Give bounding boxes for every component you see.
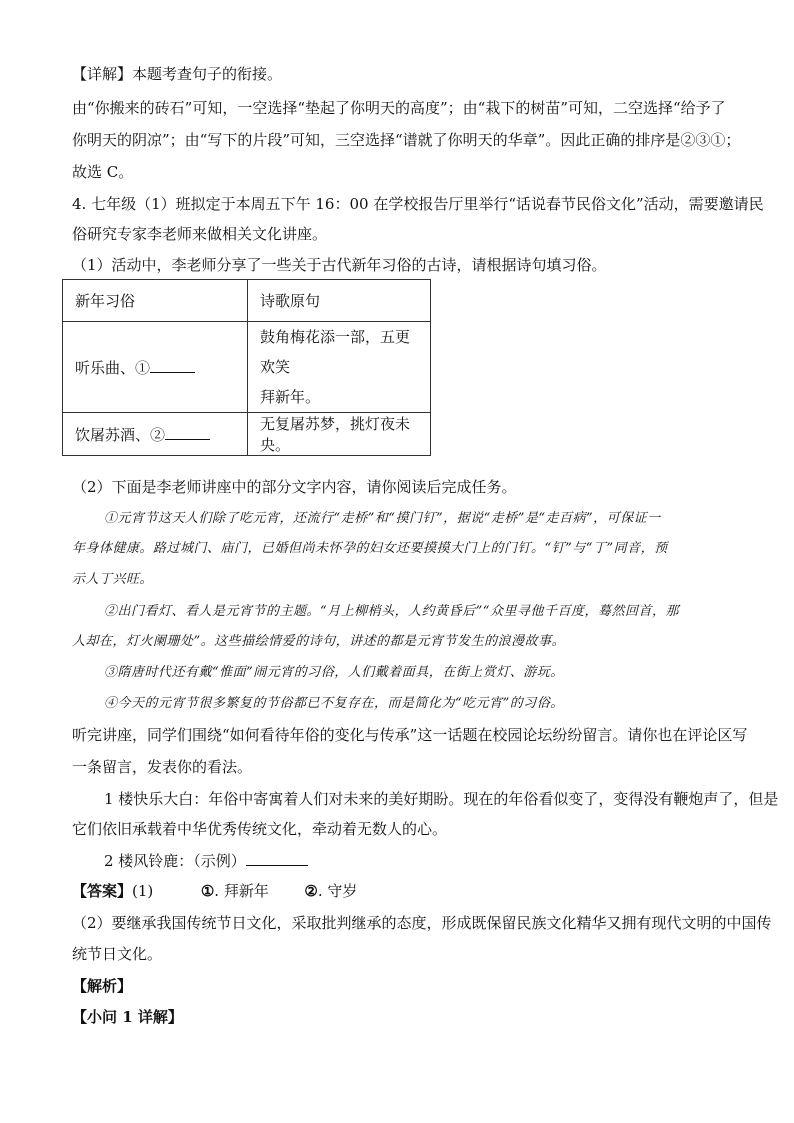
answer-label: 【答案】 (72, 882, 133, 900)
question-4-line-2: 俗研究专家李老师来做相关文化讲座。 (72, 225, 328, 243)
passage-line: ②出门看灯、看人是元宵节的主题。“月上柳梢头，人约黄昏后”“众里寻他千百度，蓦然回首，那 (104, 604, 679, 619)
passage-line: ①元宵节这天人们除了吃元宵，还流行“走桥”和“摸门钉”，据说“走桥”是“走百病”，可保证一 (104, 511, 661, 526)
passage-line: ③隋唐时代还有戴“惟面”闹元宵的习俗，人们戴着面具，在街上赏灯、游玩。 (104, 665, 564, 680)
comment-1-line: 1 楼快乐大白：年俗中寄寓着人们对未来的美好期盼。现在的年俗看似变了，变得没有鞭炮声了，但是 (104, 790, 779, 808)
subquestion-1: （1）活动中，李老师分享了一些关于古代新年习俗的古诗，请根据诗句填习俗。 (72, 256, 607, 274)
poem-line: 鼓角梅花添一部，五更欢笑 (260, 328, 411, 376)
line-4: 故选 C。 (72, 163, 134, 181)
cell-custom (63, 413, 248, 456)
cell-custom (63, 322, 248, 413)
line-2: 由“你搬来的砖石”可知，一空选择“垫起了你明天的高度”；由“栽下的树苗”可知，二空选择“给予了 (72, 99, 726, 117)
comment-2-line (104, 851, 308, 871)
answer-blank (150, 360, 195, 373)
subquestion-label: 【小问 1 详解】 (72, 1008, 183, 1026)
answer-blank (165, 427, 210, 440)
answer-line (72, 881, 357, 901)
header-custom: 新年习俗 (63, 280, 248, 322)
answer-q1: (1) (132, 882, 154, 900)
answer-2: . 守岁 (317, 882, 358, 900)
answer-2-number: ② (304, 882, 318, 900)
cell-poem (248, 322, 431, 413)
passage-line: ④今天的元宵节很多繁复的节俗都已不复存在，而是简化为“吃元宵”的习俗。 (104, 696, 564, 711)
passage-line: 示人丁兴旺。 (72, 572, 154, 587)
passage-line: 人却在，灯火阑珊处”。这些描绘情爱的诗句，讲述的都是元宵节发生的浪漫故事。 (72, 634, 566, 649)
custom-text: 听乐曲、① (75, 358, 151, 377)
task-line: 听完讲座，同学们围绕“如何看待年俗的变化与传承”这一话题在校园论坛纷纷留言。请你也在评论区写 (72, 726, 748, 744)
custom-table (62, 279, 431, 456)
answer-q2-line: （2）要继承我国传统节日文化，采取批判继承的态度，形成既保留民族文化精华又拥有现代文明的中国传 (72, 914, 772, 932)
analysis-label: 【解析】 (72, 977, 133, 995)
poem-line: 无复屠苏梦，挑灯夜未央。 (260, 415, 411, 454)
comment-2-text: 2 楼风铃鹿：（示例） (104, 852, 246, 870)
question-4-line-1: 4. 七年级（1）班拟定于本周五下午 16：00 在学校报告厅里举行“话说春节民俗文化”活动，需要邀请民 (72, 195, 764, 213)
line-1: 【详解】本题考查句子的衔接。 (72, 65, 283, 83)
poem-line: 拜新年。 (260, 388, 321, 406)
custom-text: 饮屠苏酒、② (75, 425, 166, 444)
answer-blank (246, 853, 308, 866)
table-header-row (63, 280, 431, 322)
part-2-intro: （2）下面是李老师讲座中的部分文字内容，请你阅读后完成任务。 (72, 478, 517, 496)
table-row (63, 322, 431, 413)
task-line: 一条留言，发表你的看法。 (72, 758, 253, 776)
table-row (63, 413, 431, 456)
answer-q2-line: 统节日文化。 (72, 945, 163, 963)
line-3: 你明天的阴凉”；由“写下的片段”可知，三空选择“谱就了你明天的华章”。因此正确的排序是②③①； (72, 131, 741, 149)
comment-1-line: 它们依旧承载着中华优秀传统文化，牵动着无数人的心。 (72, 820, 448, 838)
passage-line: 年身体健康。路过城门、庙门，已婚但尚未怀孕的妇女还要摸摸大门上的门钉。“钉”与“丁”同音，预 (72, 541, 668, 556)
answer-1: . 拜新年 (214, 882, 269, 900)
cell-poem (248, 413, 431, 456)
answer-1-number: ① (200, 882, 215, 900)
header-poem: 诗歌原句 (248, 280, 431, 322)
